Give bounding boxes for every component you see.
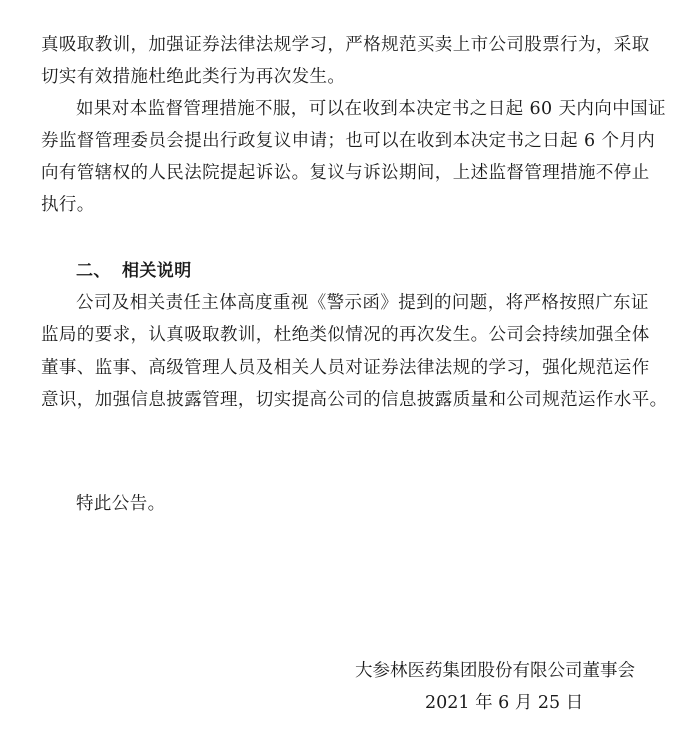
paragraph-2-line-4: 执行。 <box>41 195 95 215</box>
paragraph-2-line-2: 券监督管理委员会提出行政复议申请；也可以在收到本决定书之日起 6 个月内 <box>41 131 656 151</box>
paragraph-2-line-1: 如果对本监督管理措施不服，可以在收到本决定书之日起 60 天内向中国证 <box>76 99 666 119</box>
section-title: 相关说明 <box>122 261 192 281</box>
signature-company: 大参林医药集团股份有限公司董事会 <box>355 661 635 681</box>
closing-statement: 特此公告。 <box>76 494 166 514</box>
signature-date: 2021 年 6 月 25 日 <box>425 693 584 713</box>
section-number: 二、 <box>76 261 111 281</box>
section-2-line-4: 意识，加强信息披露管理，切实提高公司的信息披露质量和公司规范运作水平。 <box>41 390 668 410</box>
section-heading <box>76 260 192 282</box>
section-2-line-2: 监局的要求，认真吸取教训，杜绝类似情况的再次发生。公司会持续加强全体 <box>41 325 650 345</box>
section-2-line-1: 公司及相关责任主体高度重视《警示函》提到的问题，将严格按照广东证 <box>76 293 649 313</box>
paragraph-2-line-3: 向有管辖权的人民法院提起诉讼。复议与诉讼期间，上述监督管理措施不停止 <box>41 163 650 183</box>
section-2-line-3: 董事、监事、高级管理人员及相关人员对证券法律法规的学习，强化规范运作 <box>41 358 650 378</box>
paragraph-1-line-2: 切实有效措施杜绝此类行为再次发生。 <box>41 67 346 87</box>
paragraph-1-line-1: 真吸取教训，加强证券法律法规学习，严格规范买卖上市公司股票行为，采取 <box>41 35 650 55</box>
